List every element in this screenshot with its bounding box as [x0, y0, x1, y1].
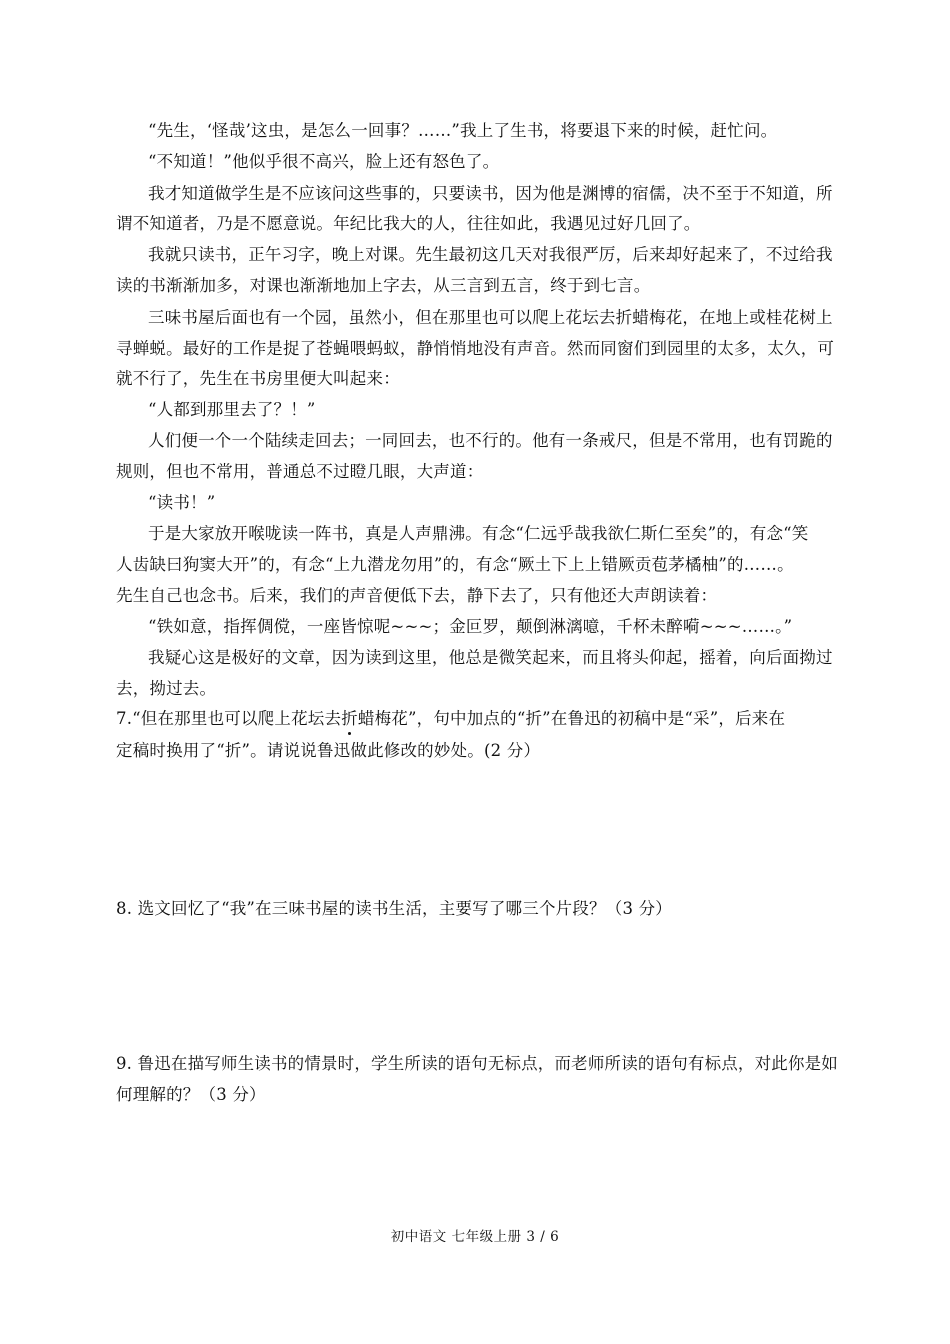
question-7-text-after: 蜡梅花”，句中加点的“折”在鲁迅的初稿中是“采”，后来在 [357, 709, 786, 728]
passage-line: 谓不知道者，乃是不愿意说。年纪比我大的人，往往如此，我遇见过好几回了。 [116, 214, 701, 233]
passage-line: “人都到那里去了？！” [148, 400, 316, 419]
passage-line: 人齿缺曰狗窦大开”的，有念“上九潜龙勿用”的，有念“厥土下上上错厥贡苞茅橘柚”的……。 [116, 555, 794, 574]
passage-line: 去，拗过去。 [116, 679, 217, 698]
emphasis-dotted-character: 折 [341, 709, 358, 728]
passage-line: 于是大家放开喉咙读一阵书，真是人声鼎沸。有念“仁远乎哉我欲仁斯仁至矣”的，有念“笑 [148, 524, 809, 543]
passage-line: 我疑心这是极好的文章，因为读到这里，他总是微笑起来，而且将头仰起，摇着，向后面拗过 [148, 648, 833, 667]
passage-line: 就不行了，先生在书房里便大叫起来： [116, 369, 400, 388]
question-9-line-1: 9. 鲁迅在描写师生读书的情景时，学生所读的语句无标点，而老师所读的语句有标点，对此你是如 [116, 1054, 838, 1073]
question-7-line-2: 定稿时换用了“折”。请说说鲁迅做此修改的妙处。(2 分） [116, 741, 541, 760]
passage-line: 寻蝉蜕。最好的工作是捉了苍蝇喂蚂蚁，静悄悄地没有声音。然而同窗们到园里的太多，太久，可 [116, 339, 835, 358]
passage-line: 先生自己也念书。后来，我们的声音便低下去，静下去了，只有他还大声朗读着： [116, 586, 718, 605]
passage-line: “铁如意，指挥倜傥，一座皆惊呢~~~；金叵罗，颠倒淋漓噫，千杯未醉嗬~~~……。” [148, 617, 793, 636]
question-7-text-before: 7.“但在那里也可以爬上花坛去 [116, 709, 342, 728]
passage-line: “不知道！”他似乎很不高兴，脸上还有怒色了。 [148, 152, 500, 171]
passage-line: “先生，‘怪哉’这虫，是怎么一回事？……”我上了生书，将要退下来的时候，赶忙问。 [148, 121, 778, 140]
question-8-line-1: 8. 选文回忆了“我”在三味书屋的读书生活，主要写了哪三个片段？（3 分） [116, 899, 673, 918]
passage-line: 我就只读书，正午习字，晚上对课。先生最初这几天对我很严厉，后来却好起来了，不过给我 [148, 245, 833, 264]
passage-line: 三味书屋后面也有一个园，虽然小，但在那里也可以爬上花坛去折蜡梅花，在地上或桂花树上 [148, 308, 833, 327]
passage-line: 规则，但也不常用，普通总不过瞪几眼，大声道： [116, 462, 484, 481]
passage-line: 读的书渐渐加多，对课也渐渐地加上字去，从三言到五言，终于到七言。 [116, 276, 651, 295]
passage-line: 人们便一个一个陆续走回去；一同回去，也不行的。他有一条戒尺，但是不常用，也有罚跪的 [148, 431, 833, 450]
page-footer: 初中语文 七年级上册 3 / 6 [390, 1229, 560, 1245]
question-9-line-2: 何理解的？（3 分） [116, 1085, 266, 1104]
passage-line: “读书！” [148, 493, 216, 512]
question-7-line-1 [116, 709, 838, 729]
passage-line: 我才知道做学生是不应该问这些事的，只要读书，因为他是渊博的宿儒，决不至于不知道，所 [148, 184, 833, 203]
